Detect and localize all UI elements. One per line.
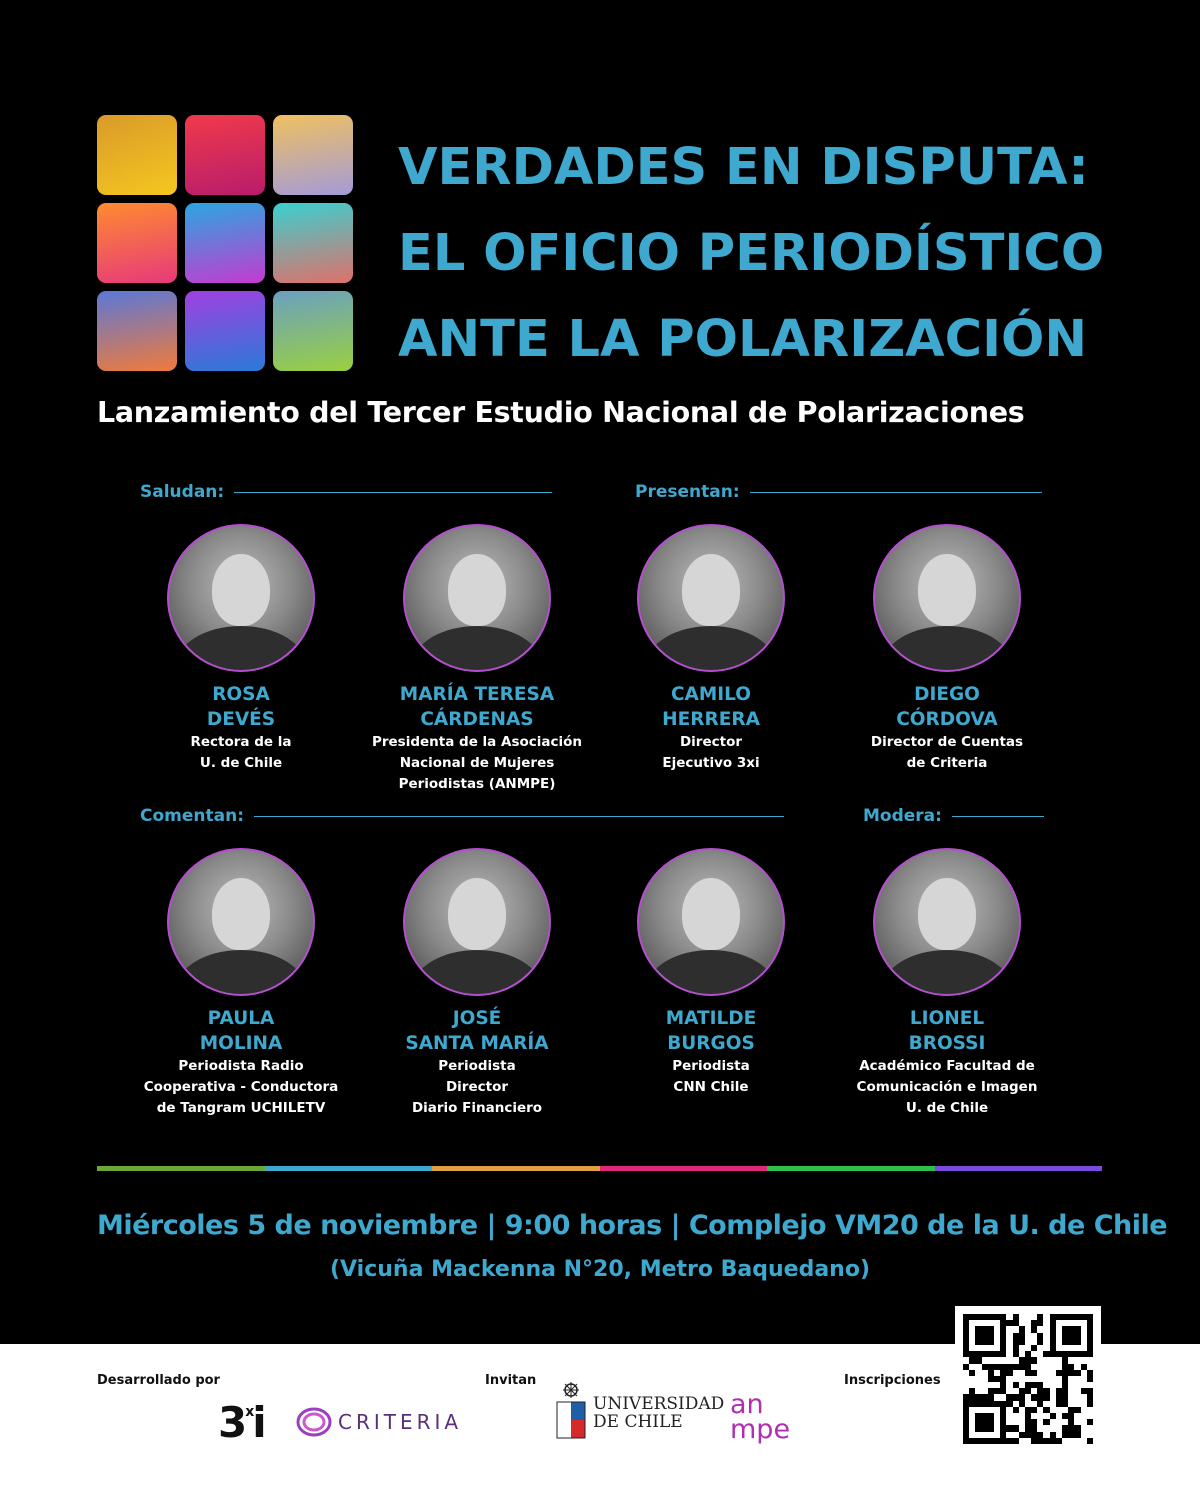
- logo-3xi: [218, 1398, 265, 1447]
- title-line-2: EL OFICIO PERIODÍSTICO: [398, 224, 1105, 283]
- speaker-role: de Criteria: [906, 755, 988, 771]
- uchile-crest-icon: [555, 1382, 587, 1444]
- speaker-role: Académico Facultad de: [859, 1058, 1035, 1074]
- title-line-3: ANTE LA POLARIZACIÓN: [398, 310, 1088, 369]
- speaker-role: Comunicación e Imagen: [856, 1079, 1038, 1095]
- speaker-diego-cordova: [829, 524, 1065, 774]
- speaker-photo: [167, 848, 315, 996]
- uchile-wordmark: [593, 1395, 724, 1431]
- speaker-photo: [637, 848, 785, 996]
- section-label: Presentan:: [635, 482, 740, 502]
- speaker-paula-molina: [123, 848, 359, 1119]
- logo-anmpe: [730, 1389, 791, 1445]
- speaker-role: Ejecutivo 3xi: [662, 755, 760, 771]
- speaker-first-name: PAULA: [207, 1008, 275, 1029]
- speaker-camilo-herrera: [593, 524, 829, 774]
- logo-tile: [185, 203, 265, 283]
- speaker-maria-teresa-cardenas: [359, 524, 595, 795]
- uchile-wordmark-line: UNIVERSIDAD: [593, 1394, 725, 1414]
- speaker-last-name: BURGOS: [667, 1033, 755, 1054]
- event-subtitle: Lanzamiento del Tercer Estudio Nacional de Polarizaciones: [97, 396, 1025, 429]
- speaker-jose-santa-maria: [359, 848, 595, 1119]
- speaker-first-name: CAMILO: [670, 684, 752, 705]
- logo-tile: [185, 291, 265, 371]
- qr-code-icon: [963, 1314, 1093, 1444]
- speaker-role: Periodista: [438, 1058, 516, 1074]
- criteria-rings-icon: [296, 1404, 332, 1440]
- developed-by-label: Desarrollado por: [97, 1373, 220, 1388]
- logo-criteria: [296, 1404, 462, 1440]
- divider: [234, 492, 552, 493]
- registration-qr-code[interactable]: [955, 1306, 1101, 1452]
- section-presentan: [635, 482, 1042, 502]
- event-address: (Vicuña Mackenna N°20, Metro Baquedano): [329, 1257, 871, 1282]
- speaker-role: CNN Chile: [673, 1079, 749, 1095]
- speaker-role: U. de Chile: [199, 755, 283, 771]
- speaker-photo: [403, 848, 551, 996]
- speaker-last-name: CÓRDOVA: [896, 709, 998, 730]
- speaker-last-name: CÁRDENAS: [420, 709, 534, 730]
- speaker-role: Diario Financiero: [411, 1100, 543, 1116]
- logo-tile: [273, 291, 353, 371]
- speaker-last-name: SANTA MARÍA: [405, 1033, 549, 1054]
- speaker-matilde-burgos: [593, 848, 829, 1098]
- section-label: Comentan:: [140, 806, 245, 826]
- speaker-last-name: BROSSI: [908, 1033, 986, 1054]
- speaker-photo: [167, 524, 315, 672]
- speaker-role: Periodistas (ANMPE): [398, 776, 556, 792]
- speaker-role: Periodista Radio: [178, 1058, 304, 1074]
- speaker-first-name: LIONEL: [909, 1008, 985, 1029]
- logo-tile: [97, 115, 177, 195]
- speaker-role: Presidenta de la Asociación: [371, 734, 583, 750]
- rainbow-divider: [97, 1166, 1102, 1171]
- section-modera: [863, 806, 1044, 826]
- title-line-1: VERDADES EN DISPUTA:: [398, 138, 1089, 197]
- logo-3xi-letter: i: [252, 1398, 265, 1447]
- speaker-last-name: DEVÉS: [206, 709, 276, 730]
- anmpe-wordmark-line: mpe: [730, 1414, 791, 1445]
- speaker-photo: [403, 524, 551, 672]
- event-details: Miércoles 5 de noviembre | 9:00 horas | Complejo VM20 de la U. de Chile: [97, 1210, 1168, 1241]
- speaker-role: U. de Chile: [905, 1100, 989, 1116]
- speaker-lionel-brossi: [829, 848, 1065, 1119]
- speaker-photo: [637, 524, 785, 672]
- speaker-first-name: MATILDE: [665, 1008, 757, 1029]
- section-label: Saludan:: [140, 482, 225, 502]
- logo-3xi-sup: x: [245, 1404, 253, 1420]
- logo-universidad-de-chile: [555, 1382, 724, 1444]
- speaker-first-name: MARÍA TERESA: [399, 684, 555, 705]
- invite-label: Invitan: [485, 1373, 537, 1388]
- logo-tile: [97, 291, 177, 371]
- logo-tile: [273, 115, 353, 195]
- section-saludan: [140, 482, 552, 502]
- anmpe-wordmark-line: an: [730, 1389, 764, 1420]
- logo-tile: [273, 203, 353, 283]
- speaker-last-name: HERRERA: [662, 709, 760, 730]
- section-label: Modera:: [863, 806, 942, 826]
- speaker-role: Nacional de Mujeres: [399, 755, 555, 771]
- uchile-wordmark-line: DE CHILE: [593, 1412, 683, 1432]
- divider: [254, 816, 784, 817]
- speaker-first-name: JOSÉ: [452, 1008, 502, 1029]
- speaker-last-name: MOLINA: [199, 1033, 283, 1054]
- event-title: [398, 125, 1118, 383]
- speaker-role: Rectora de la: [190, 734, 292, 750]
- speaker-role: Director: [679, 734, 743, 750]
- divider: [750, 492, 1042, 493]
- logo-3xi-number: 3: [218, 1398, 246, 1447]
- criteria-wordmark: CRITERIA: [338, 1410, 463, 1434]
- speaker-rosa-deves: [123, 524, 359, 774]
- logo-color-grid: [97, 115, 355, 373]
- speaker-photo: [873, 524, 1021, 672]
- speaker-first-name: DIEGO: [914, 684, 980, 705]
- speaker-role: Director: [445, 1079, 509, 1095]
- logo-tile: [185, 115, 265, 195]
- speaker-role: de Tangram UCHILETV: [156, 1100, 326, 1116]
- section-comentan: [140, 806, 784, 826]
- speaker-role: Cooperativa - Conductora: [143, 1079, 339, 1095]
- speaker-photo: [873, 848, 1021, 996]
- speaker-first-name: ROSA: [212, 684, 270, 705]
- speaker-role: Director de Cuentas: [870, 734, 1024, 750]
- divider: [952, 816, 1044, 817]
- speaker-role: Periodista: [672, 1058, 750, 1074]
- logo-tile: [97, 203, 177, 283]
- registration-label: Inscripciones: [844, 1373, 941, 1388]
